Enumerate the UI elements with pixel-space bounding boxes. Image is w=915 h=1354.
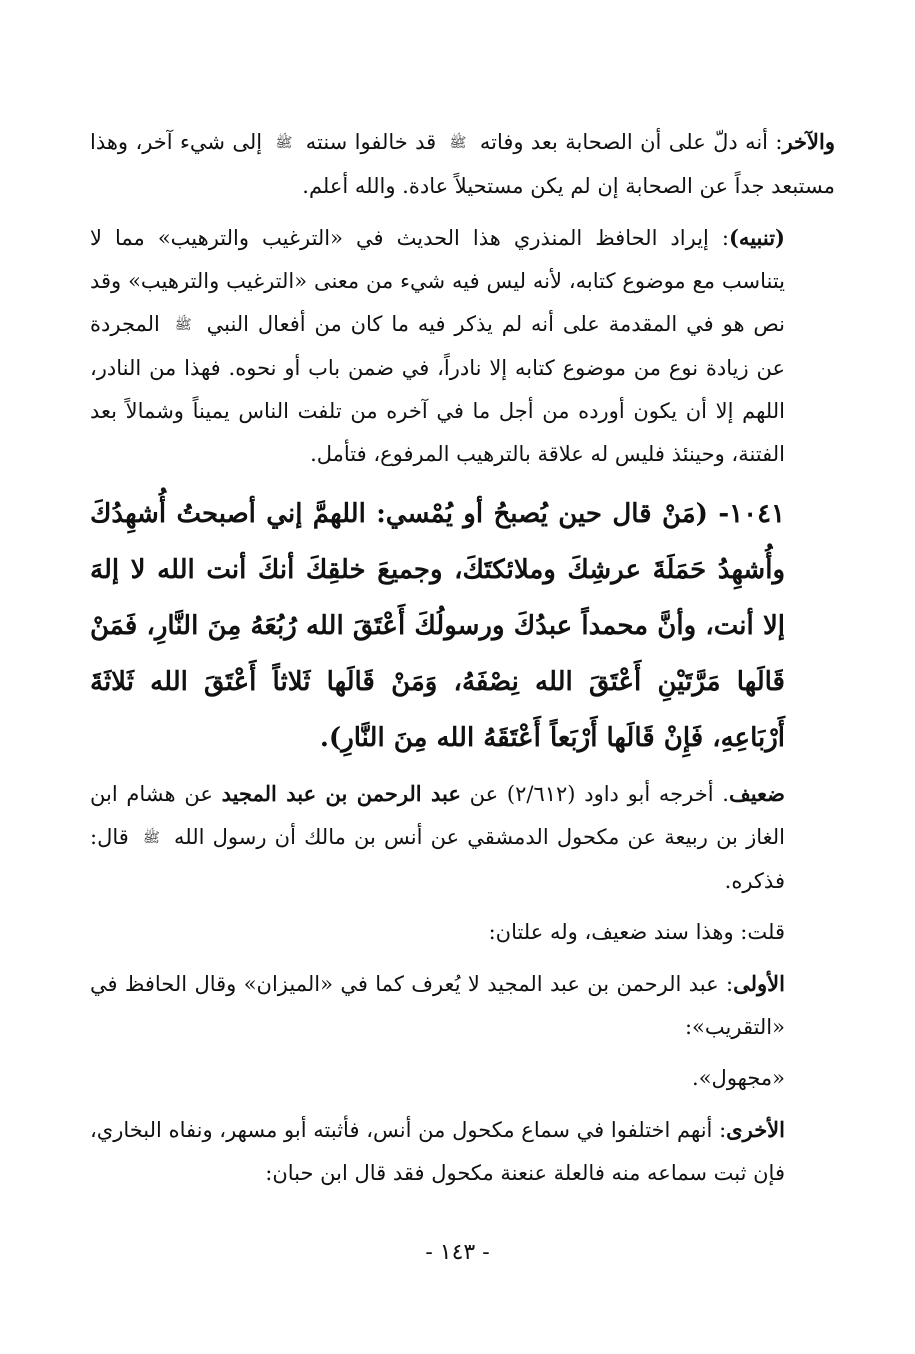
hadith-text: ١٠٤١- (مَنْ قال حين يُصبحُ أو يُمْسي: اللهمَّ إني أصبحتُ أُشهِدُكَ وأُشهِدُ حَمَلَةَ عرشِكَ وملائكتَكَ، وجميعَ خلقِكَ أنكَ أنت الله لا إلهَ إلا أنت، وأنَّ محمداً عبدُكَ ورسولُكَ أَعْتَقَ الله رُبُعَهُ مِنَ النَّارِ، فَمَنْ قَالَها مَرَّتَيْنِ أَعْتَقَ الله نِصْفَهُ، وَمَنْ قَالَها ثَلاثاً أَعْتَقَ الله ثَلاثَةَ أَرْبَاعِهِ، فَإِنْ قَالَها أَرْبَعاً أَعْتَقَهُ الله مِنَ النَّارِ). bbox=[90, 499, 785, 753]
para-text: قد خالفوا سنته bbox=[305, 130, 437, 154]
pbuh-glyph: ﷺ bbox=[174, 317, 192, 333]
pbuh-glyph: ﷺ bbox=[275, 135, 293, 151]
para-lead-word: والآخر bbox=[782, 129, 835, 154]
para-text: : عبد الرحمن بن عبد المجيد لا يُعرف كما في «الميزان» وقال الحافظ في «التقريب»: bbox=[90, 972, 785, 1039]
paragraph-remark: قلت: وهذا سند ضعيف، وله علتان: bbox=[488, 920, 785, 944]
para-text: إلى شيء آخر، وهذا مستبعد جداً عن الصحابة إن لم يكن مستحيلاً عادة. والله أعلم. bbox=[90, 130, 835, 198]
document-page bbox=[90, 120, 835, 1294]
para-text: . أخرجه أبو داود (٢/٦١٢) عن bbox=[469, 782, 729, 806]
para-lead-word: الأولى bbox=[733, 971, 785, 996]
para-lead-word: الأخرى bbox=[726, 1117, 785, 1142]
pbuh-glyph: ﷺ bbox=[142, 830, 160, 846]
narrator-name: عبد الرحمن بن عبد المجيد bbox=[221, 781, 461, 806]
para-text: : أنه دلّ على أن الصحابة بعد وفاته bbox=[479, 130, 783, 154]
para-text: عن هشام ابن الغاز بن ربيعة عن مكحول الدمشقي عن أنس بن مالك أن رسول الله bbox=[90, 782, 785, 849]
pbuh-glyph: ﷺ bbox=[449, 135, 467, 151]
paragraph-conclusion bbox=[90, 120, 835, 208]
para-text: : إيراد الحافظ المنذري هذا الحديث في «الترغيب والترهيب» مما لا يتناسب مع موضوع كتابه، لأنه ليس فيه شيء من معنى «الترغيب والترهيب» وقد نص هو في المقدمة على أنه لم يذكر فيه ما كان من أفعال النبي bbox=[90, 226, 785, 336]
para-text: قال: فذكره. bbox=[90, 825, 785, 893]
paragraph-first-defect bbox=[90, 962, 835, 1049]
para-lead-word: ضعيف bbox=[728, 781, 785, 806]
paragraph-grading bbox=[90, 772, 835, 903]
para-lead-word: (تنبيه) bbox=[729, 225, 785, 250]
paragraph-second-defect bbox=[90, 1108, 835, 1195]
page-number: - ١٤٣ - bbox=[425, 1240, 490, 1265]
para-text: المجردة عن زيادة نوع من موضوع كتابه إلا نادراً، في ضمن باب أو نحوه. فهذا من النادر، اللهم إلا أن يكون أورده من أجل ما في آخره من تلفت الناس يميناً وشمالاً بعد الفتنة، وحينئذ فليس له علاقة بالترهيب المرفوع، فتأمل. bbox=[90, 312, 785, 466]
para-text: : أنهم اختلفوا في سماع مكحول من أنس، فأثبته أبو مسهر، ونفاه البخاري، فإن ثبت سماعه منه فالعلة عنعنة مكحول فقد قال ابن حبان: bbox=[90, 1118, 785, 1185]
paragraph-note bbox=[90, 216, 835, 476]
paragraph-quote: «مجهول». bbox=[692, 1066, 785, 1090]
